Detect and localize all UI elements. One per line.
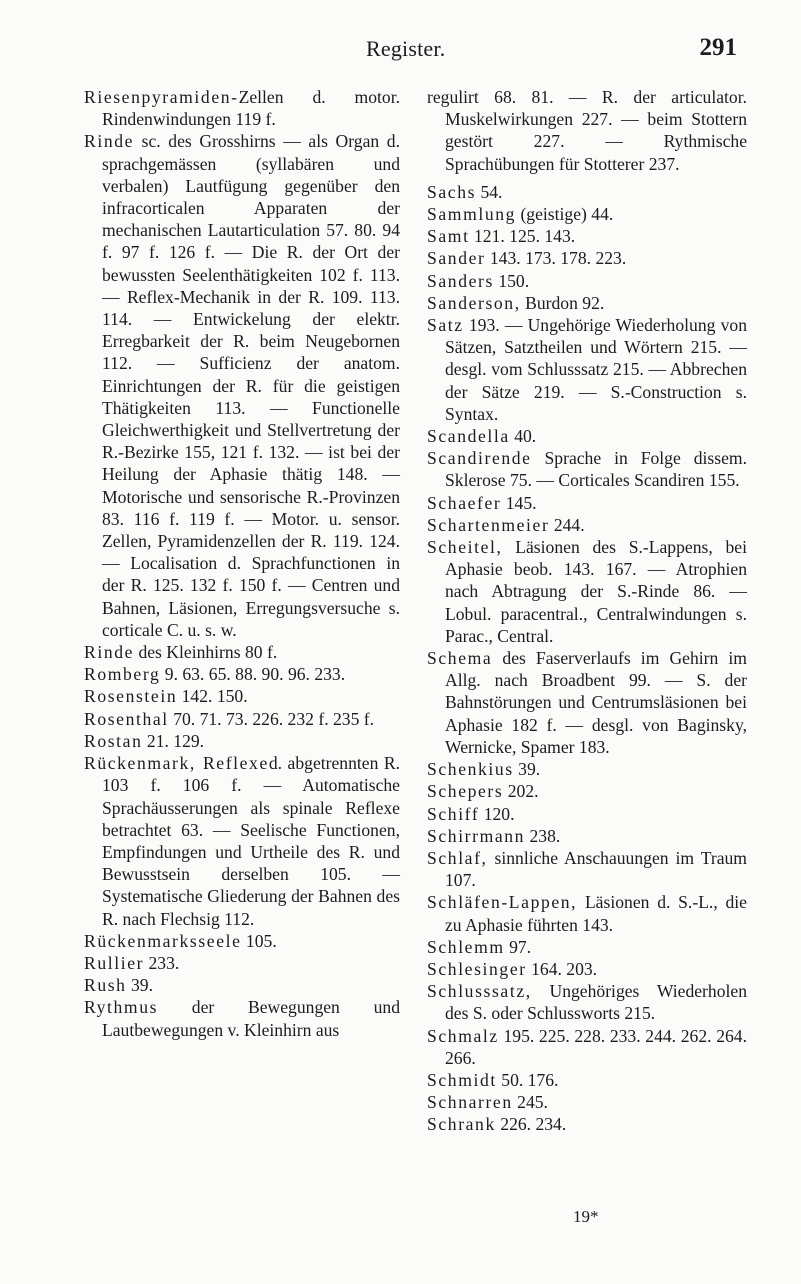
index-entry (427, 1091, 747, 1113)
entry-text: 226. 234. (500, 1114, 567, 1135)
index-entry (427, 825, 747, 847)
entry-keyword: Rostan (84, 730, 143, 751)
entry-keyword: Schlesinger (427, 958, 527, 979)
entry-keyword: Schlusssatz, (427, 981, 532, 1002)
entry-keyword: Schenkius (427, 759, 514, 780)
index-entry (427, 225, 747, 247)
entry-text: 202. (507, 781, 539, 802)
entry-keyword: Schnarren (427, 1092, 513, 1113)
entry-keyword: Schepers (427, 781, 504, 802)
entry-text: 142. 150. (181, 686, 248, 707)
index-entry (427, 447, 747, 491)
entry-keyword: Schiff (427, 803, 480, 824)
entry-text: regulirt 68. 81. — R. der articulator. Muskelwirkungen 227. — beim Stottern gestört 227. — Rythmische Sprachübungen für Stotterer 237. (427, 87, 747, 174)
entry-text: Läsionen des S.-Lappens, bei Aphasie beob. 143. 167. — Atrophien nach Abtragung der S.-Rinde 86. — Lobul. paracentral., Centralwindungen s. Parac., Central. (445, 537, 747, 646)
index-entry (84, 974, 400, 996)
entry-text: der Bewegungen und Lautbewegungen v. Kleinhirn aus (102, 997, 400, 1040)
entry-text: d. abgetrennten R. 103 f. 106 f. — Automatische Sprachäusserungen als spinale Reflexe betrachtet 63. — Seelische Functionen, Empfindungen und Urtheile des R. und Bewusstsein derselben 105. — Systematische Gliederung der Bahnen des R. nach Flechsig 112. (102, 753, 401, 929)
index-entry (84, 641, 400, 663)
entry-keyword: Samt (427, 226, 470, 247)
entry-text: Zellen d. motor. Rindenwindungen 119 f. (102, 87, 400, 130)
index-entry (427, 270, 747, 292)
entry-keyword: Schlemm (427, 936, 505, 957)
entry-text: des Faserverlaufs im Gehirn im Allg. nach Broadbent 99. — S. der Bahnstörungen und Centrumsläsionen bei Aphasie 182 f. — desgl. von Baginsky, Wernicke, Spamer 183. (445, 648, 747, 757)
index-entry (427, 203, 747, 225)
entry-keyword: Romberg (84, 664, 161, 685)
entry-keyword: Riesenpyramiden- (84, 87, 239, 107)
entry-keyword: Schirrmann (427, 825, 526, 846)
entry-text: 195. 225. 228. 233. 244. 262. 264. 266. (445, 1025, 747, 1068)
entry-text: 70. 71. 73. 226. 232 f. 235 f. (173, 708, 375, 729)
entry-text: 150. (498, 270, 530, 291)
index-column-left (84, 86, 400, 1041)
index-entry (427, 958, 747, 980)
entry-keyword: Rythmus (84, 997, 159, 1018)
entry-text: 21. 129. (146, 730, 205, 751)
entry-text: Läsionen d. S.-L., die zu Aphasie führten 143. (445, 892, 747, 935)
index-entry (427, 247, 747, 269)
entry-text: Burdon 92. (525, 292, 605, 313)
entry-keyword: Rinde (84, 642, 135, 663)
entry-text: 143. 173. 178. 223. (489, 248, 627, 269)
index-entry (427, 1025, 747, 1069)
entry-text: 245. (517, 1092, 548, 1113)
entry-keyword: Sander (427, 248, 486, 269)
entry-text: 105. (245, 930, 277, 951)
index-entry-continued (427, 86, 747, 175)
index-entry (427, 936, 747, 958)
entry-text: 238. (529, 825, 561, 846)
entry-text: Ungehöriges Wiederholen des S. oder Schlussworts 215. (445, 981, 747, 1024)
index-entry (427, 536, 747, 647)
entry-keyword: Schmidt (427, 1069, 497, 1090)
entry-keyword: Rush (84, 975, 127, 996)
entry-text: 193. — Ungehörige Wiederholung von Sätzen, Satztheilen und Wörtern 215. — desgl. vom Schlusssatz 215. — Abbrechen der Sätze 219. — S.-Construction s. Syntax. (445, 315, 747, 424)
index-entry (84, 996, 400, 1040)
entry-keyword: Schema (427, 648, 493, 669)
index-entry (427, 425, 747, 447)
index-entry (427, 492, 747, 514)
entry-keyword: Rückenmark, Reflexe (84, 753, 269, 774)
index-entry (84, 952, 400, 974)
entry-keyword: Schrank (427, 1114, 496, 1135)
index-entry (427, 314, 747, 425)
index-entry (84, 752, 400, 930)
index-entry (84, 708, 400, 730)
entry-text: 40. (514, 426, 537, 447)
index-entry (84, 86, 400, 130)
entry-keyword: Satz (427, 315, 464, 336)
entry-keyword: Sanders (427, 270, 494, 291)
index-entry (427, 1113, 747, 1135)
entry-keyword: Schläfen-Lappen, (427, 892, 578, 913)
entry-keyword: Rullier (84, 952, 145, 973)
running-title: Register. (366, 36, 446, 61)
entry-keyword: Sammlung (427, 204, 517, 225)
index-entry (427, 758, 747, 780)
index-entry (84, 130, 400, 641)
index-entry (427, 647, 747, 758)
entry-text: 244. (553, 514, 585, 535)
entry-text: Sprache in Folge dissem. Sklerose 75. — Corticales Scandiren 155. (445, 448, 747, 491)
entry-keyword: Sachs (427, 181, 477, 202)
entry-text: 233. (148, 952, 180, 973)
index-entry (427, 514, 747, 536)
entry-text: 54. (480, 181, 503, 202)
index-entry (84, 730, 400, 752)
entry-keyword: Schmalz (427, 1025, 499, 1046)
entry-keyword: Rückenmarksseele (84, 930, 242, 951)
entry-keyword: Schartenmeier (427, 514, 550, 535)
entry-keyword: Sanderson, (427, 292, 521, 313)
entry-keyword: Rosenthal (84, 708, 169, 729)
index-entry (427, 803, 747, 825)
entry-keyword: Rinde (84, 131, 135, 152)
page-number: 291 (699, 34, 737, 61)
entry-text: 50. 176. (501, 1069, 559, 1090)
entry-text: 39. (130, 975, 153, 996)
entry-keyword: Schaefer (427, 492, 502, 513)
entry-text: 97. (509, 936, 532, 957)
printer-signature-mark: 19* (573, 1207, 599, 1226)
index-entry (427, 292, 747, 314)
index-entry (84, 685, 400, 707)
entry-keyword: Rosenstein (84, 686, 178, 707)
page-header (0, 34, 801, 74)
index-entry (427, 847, 747, 891)
entry-text: 145. (505, 492, 537, 513)
entry-text: sinnliche Anschauungen im Traum 107. (445, 847, 747, 891)
entry-text: 121. 125. 143. (473, 226, 576, 247)
index-entry (84, 663, 400, 685)
index-entry (427, 780, 747, 802)
entry-text: sc. des Grosshirns — als Organ d. sprachgemässen (syllabären und verbalen) Lautfügung gegenüber den infracorticalen Apparaten der mechanischen Lautarticulation 57. 80. 94 f. 97 f. 126 f. — Die R. der Ort der bewussten Seelenthätigkeiten 102 f. 113. — Reflex-Mechanik in der R. 109. 113. 114. — Entwickelung der elektr. Erregbarkeit der R. beim Neugebornen 112. — Sufficienz der anatom. Einrichtungen der R. für die geistigen Thätigkeiten 113. — Functionelle Gleichwerthigkeit und Stellvertretung der R.-Bezirke 155, 121 f. 132. — ist bei der Heilung der Aphasie thätig 148. — Motorische und sensorische R.-Provinzen 83. 116 f. 119 f. — Motor. u. sensor. Zellen, Pyramidenzellen der R. 119. 124. — Localisation d. Sprachfunctionen in der R. 125. 132 f. 150 f. — Centren und Bahnen, Läsionen, Erregungsversuche s. corticale C. u. s. w. (102, 131, 400, 640)
entry-text: 39. (518, 759, 541, 780)
entry-keyword: Scandirende (427, 448, 532, 469)
index-entry (427, 181, 747, 203)
entry-text: 120. (483, 803, 515, 824)
index-column-right (427, 86, 747, 1136)
entry-keyword: Scheitel, (427, 537, 503, 558)
index-entry (84, 930, 400, 952)
index-entry (427, 891, 747, 935)
index-entry (427, 1069, 747, 1091)
entry-text: des Kleinhirns 80 f. (138, 642, 278, 663)
index-entry (427, 980, 747, 1024)
entry-text: 164. 203. (531, 958, 598, 979)
entry-keyword: Scandella (427, 426, 510, 447)
entry-text: 9. 63. 65. 88. 90. 96. 233. (164, 664, 346, 685)
entry-text: (geistige) 44. (520, 204, 614, 225)
entry-keyword: Schlaf, (427, 847, 488, 868)
